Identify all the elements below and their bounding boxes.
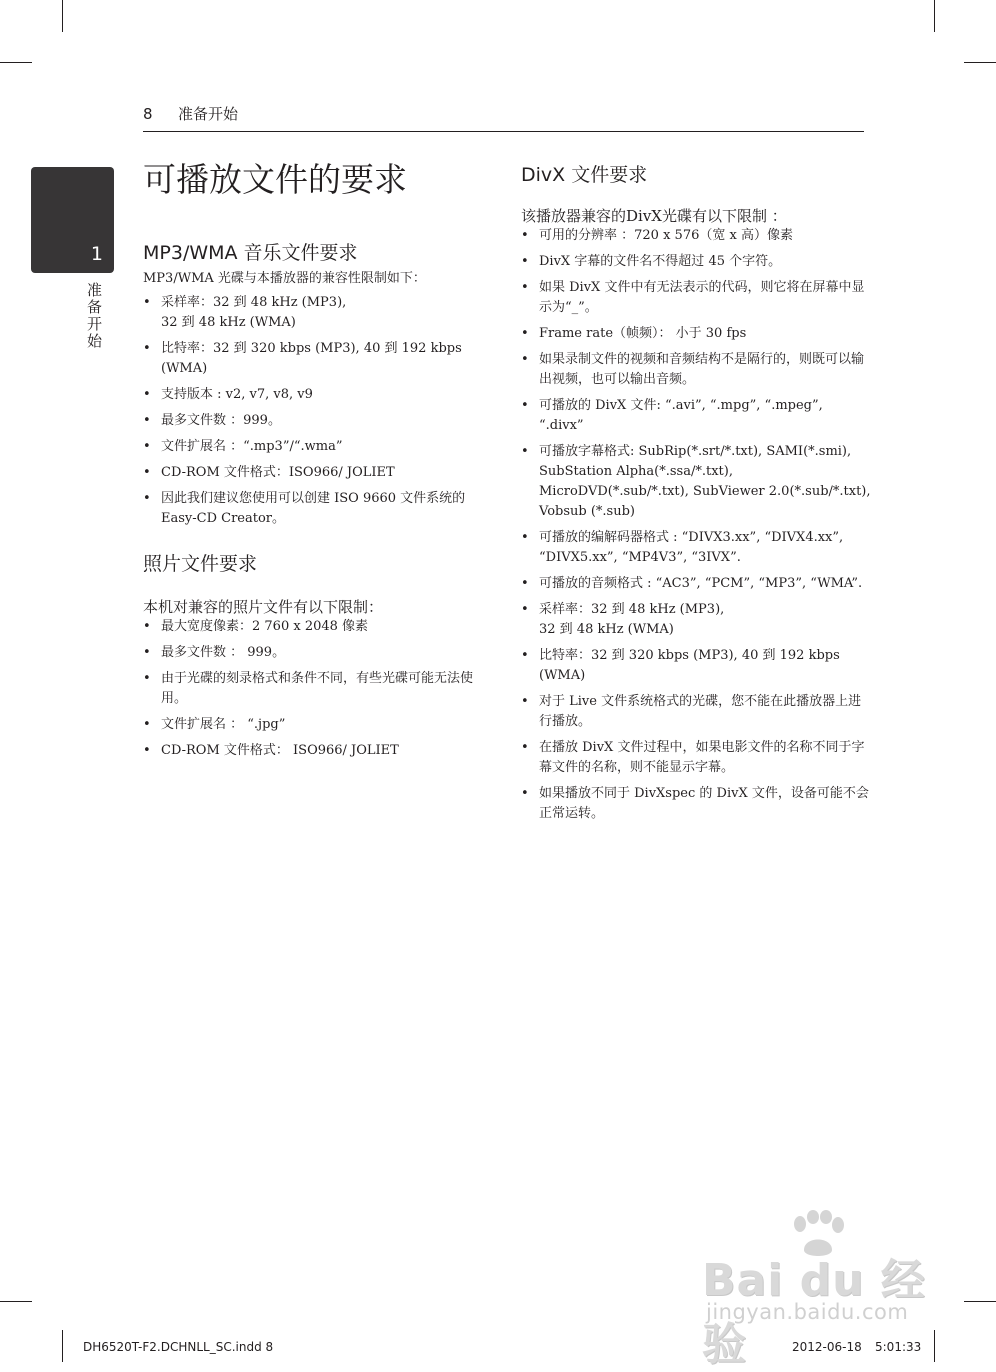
list-item-text: 文件扩展名 ：“.mp3”/“.wma”: [161, 439, 343, 454]
bullet: •: [521, 326, 529, 341]
list-item-text: 采样率：32 到 48 kHz (MP3), 32 到 48 kHz (WMA): [539, 602, 725, 637]
list-item-text: 如果 DivX 文件中有无法表示的代码，则它将在屏幕中显示为“_”。: [539, 280, 865, 315]
bullet: •: [143, 671, 151, 686]
bullet: •: [521, 576, 529, 591]
bullet: •: [521, 228, 529, 243]
chapter-tab-label: 准备开始: [85, 282, 103, 350]
photo-section-title: 照片文件要求: [143, 553, 258, 575]
list-item: [521, 784, 871, 824]
list-item-text: 最多文件数 ： 999。: [161, 645, 286, 660]
divx-requirements-list: [521, 226, 871, 824]
list-item: [521, 324, 871, 344]
mp3-section-title: MP3/WMA 音乐文件要求: [143, 242, 358, 264]
list-item: [143, 463, 493, 483]
photo-intro: 本机对兼容的照片文件有以下限制：: [143, 598, 384, 616]
page-title: 可播放文件的要求: [143, 160, 407, 199]
bullet: •: [521, 648, 529, 663]
list-item-text: 由于光碟的刻录格式和条件不同，有些光碟可能无法使用。: [161, 671, 474, 706]
list-item-text: 比特率：32 到 320 kbps (MP3), 40 到 192 kbps (WMA): [161, 341, 462, 376]
list-item: [521, 442, 871, 522]
bullet: •: [143, 619, 151, 634]
footer-file-info: DH6520T-F2.DCHNLL_SC.indd 8: [83, 1340, 274, 1354]
bullet: •: [521, 786, 529, 801]
crop-mark: [964, 62, 996, 63]
list-item: [521, 692, 871, 732]
divx-intro: 该播放器兼容的DivX光碟有以下限制 ：: [521, 207, 787, 225]
crop-mark: [0, 62, 32, 63]
list-item-text: Frame rate（帧频）： 小于 30 fps: [539, 326, 747, 341]
list-item-text: 最大宽度像素：2 760 x 2048 像素: [161, 619, 369, 634]
crop-mark: [964, 1301, 996, 1302]
header-section-title: 准备开始: [178, 105, 239, 123]
list-item: [521, 574, 871, 594]
list-item-text: 可播放的编解码器格式 : “DIVX3.xx”, “DIVX4.xx”, “DIVX5.xx”, “MP4V3”, “3IVX”.: [539, 530, 844, 565]
list-item-text: 可播放的 DivX 文件: “.avi”, “.mpg”, “.mpeg”, “.divx”: [539, 398, 823, 433]
list-item: [521, 600, 871, 640]
page-number: 8: [143, 105, 153, 123]
list-item-text: 如果播放不同于 DivXspec 的 DivX 文件，设备可能不会正常运转。: [539, 786, 869, 821]
bullet: •: [521, 694, 529, 709]
list-item: [143, 715, 493, 735]
left-column: [143, 158, 493, 767]
bullet: •: [143, 295, 151, 310]
crop-mark: [934, 0, 935, 32]
bullet: •: [143, 439, 151, 454]
list-item-text: 对于 Live 文件系统格式的光碟，您不能在此播放器上进行播放。: [539, 694, 862, 729]
list-item: [143, 411, 493, 431]
right-column: [521, 162, 871, 830]
bullet: •: [143, 341, 151, 356]
list-item: [521, 350, 871, 390]
bullet: •: [521, 352, 529, 367]
list-item: [521, 396, 871, 436]
footer-time: 5:01:33: [875, 1340, 922, 1354]
bullet: •: [521, 254, 529, 269]
list-item-text: 比特率：32 到 320 kbps (MP3), 40 到 192 kbps (WMA): [539, 648, 840, 683]
list-item-text: DivX 字幕的文件名不得超过 45 个字符。: [539, 254, 782, 269]
bullet: •: [143, 717, 151, 732]
bullet: •: [521, 602, 529, 617]
chapter-number: 1: [90, 243, 103, 265]
list-item: [521, 738, 871, 778]
chapter-tab: [31, 167, 114, 273]
list-item: [521, 226, 871, 246]
mp3-intro: MP3/WMA 光碟与本播放器的兼容性限制如下：: [143, 271, 426, 286]
photo-requirements-list: [143, 617, 493, 761]
list-item: [143, 339, 493, 379]
crop-mark: [0, 1301, 32, 1302]
list-item-text: 如果录制文件的视频和音频结构不是隔行的，则既可以输出视频，也可以输出音频。: [539, 352, 865, 387]
list-item-text: 采样率：32 到 48 kHz (MP3), 32 到 48 kHz (WMA): [161, 295, 347, 330]
list-item-text: 因此我们建议您使用可以创建 ISO 9660 文件系统的 Easy-CD Creator。: [161, 491, 466, 526]
mp3-requirements-list: [143, 293, 493, 529]
crop-mark: [62, 1330, 63, 1362]
list-item-text: 可用的分辨率 ：720 x 576（宽 x 高）像素: [539, 228, 793, 243]
list-item: [143, 669, 493, 709]
list-item: [143, 437, 493, 457]
crop-mark: [934, 1330, 935, 1362]
list-item: [143, 385, 493, 405]
list-item: [521, 528, 871, 568]
list-item: [143, 293, 493, 333]
bullet: •: [143, 491, 151, 506]
bullet: •: [143, 465, 151, 480]
list-item: [521, 646, 871, 686]
page-header: [143, 104, 864, 132]
list-item-text: CD-ROM 文件格式： ISO966/ JOLIET: [161, 743, 399, 758]
watermark-url: jingyan.baidu.com: [706, 1300, 909, 1324]
list-item: [143, 643, 493, 663]
list-item-text: 文件扩展名 ： “.jpg”: [161, 717, 286, 732]
list-item: [521, 278, 871, 318]
list-item-text: CD-ROM 文件格式：ISO966/ JOLIET: [161, 465, 395, 480]
bullet: •: [521, 398, 529, 413]
list-item-text: 最多文件数 ：999。: [161, 413, 281, 428]
crop-mark: [62, 0, 63, 32]
list-item-text: 在播放 DivX 文件过程中，如果电影文件的名称不同于字幕文件的名称，则不能显示字幕。: [539, 740, 865, 775]
bullet: •: [521, 280, 529, 295]
bullet: •: [521, 444, 529, 459]
list-item: [143, 741, 493, 761]
list-item: [143, 489, 493, 529]
bullet: •: [143, 413, 151, 428]
divx-section-title: DivX 文件要求: [521, 164, 648, 186]
bullet: •: [143, 387, 151, 402]
list-item-text: 支持版本 : v2, v7, v8, v9: [161, 387, 313, 402]
list-item-text: 可播放字幕格式: SubRip(*.srt/*.txt), SAMI(*.smi), SubStation Alpha(*.ssa/*.txt), MicroDVD(*.sub/*.txt), SubViewer 2.0(*.sub/*.txt), Vobsub (*.sub): [539, 444, 871, 519]
bullet: •: [521, 740, 529, 755]
list-item: [143, 617, 493, 637]
list-item-text: 可播放的音频格式 : “AC3”, “PCM”, “MP3”, “WMA”.: [539, 576, 863, 591]
bullet: •: [143, 645, 151, 660]
list-item: [521, 252, 871, 272]
bullet: •: [521, 530, 529, 545]
bullet: •: [143, 743, 151, 758]
watermark-logo-text: Bai du 经验: [702, 1255, 926, 1370]
footer-date: 2012-06-18: [792, 1340, 862, 1354]
